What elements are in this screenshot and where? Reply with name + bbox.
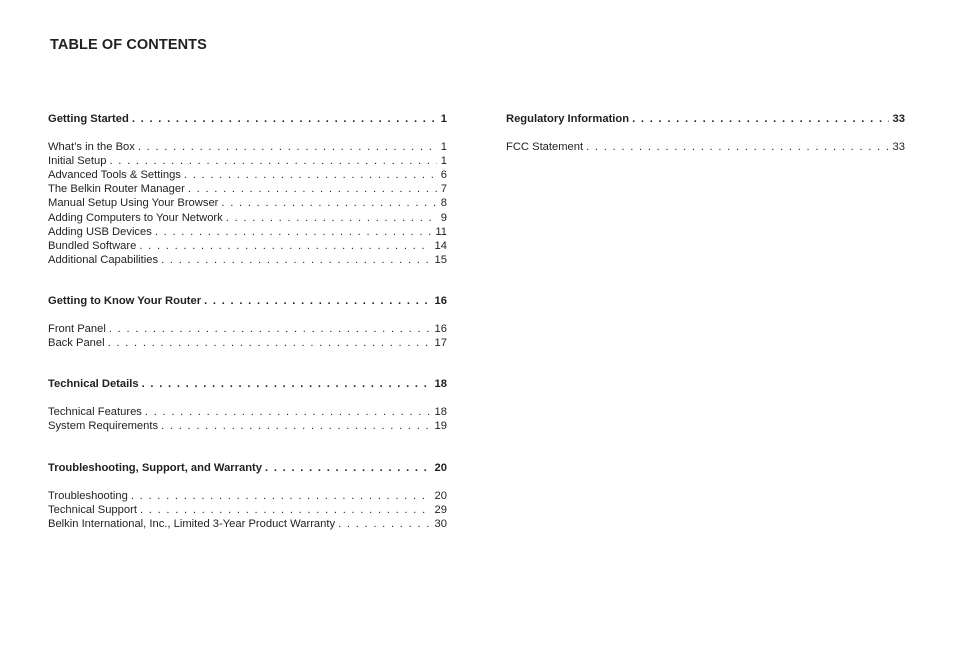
toc-entry[interactable] <box>48 489 447 503</box>
toc-entry-label: Front Panel <box>48 323 106 336</box>
toc-entry-page: 20 <box>434 489 447 502</box>
toc-entry-page: 7 <box>440 183 447 196</box>
dot-leader <box>226 211 437 225</box>
toc-entry[interactable] <box>48 225 447 239</box>
toc-entry-page: 1 <box>440 155 447 168</box>
toc-heading-label: Getting Started <box>48 113 129 125</box>
toc-entry[interactable] <box>48 140 447 154</box>
dot-leader <box>188 182 437 196</box>
dot-leader <box>109 154 436 168</box>
toc-heading-label: Troubleshooting, Support, and Warranty <box>48 461 263 474</box>
toc-entry-label: Manual Setup Using Your Browser <box>48 197 219 210</box>
toc-entry-label: Adding Computers to Your Network <box>48 211 223 224</box>
toc-entry-label: Belkin International, Inc., Limited 3-Year Product Warranty <box>48 517 336 530</box>
toc-entry[interactable] <box>48 196 447 210</box>
toc-section-technical-details <box>48 377 447 433</box>
toc-entry-label: Additional Capabilities <box>48 253 159 266</box>
dot-leader <box>265 461 431 475</box>
dot-leader <box>221 196 436 210</box>
toc-entry[interactable] <box>48 211 447 225</box>
toc-entry[interactable] <box>48 253 447 267</box>
toc-entry-label: Adding USB Devices <box>48 225 152 238</box>
toc-entry-page: 6 <box>440 169 447 182</box>
toc-entry-label: Advanced Tools & Settings <box>48 169 181 182</box>
toc-heading[interactable] <box>48 377 447 391</box>
toc-section-getting-started <box>48 112 447 267</box>
dot-leader <box>131 489 431 503</box>
toc-entry-label: Troubleshooting <box>48 489 128 502</box>
toc-entry-label: Bundled Software <box>48 239 137 252</box>
toc-entry-label: System Requirements <box>48 420 159 433</box>
toc-heading-page: 20 <box>434 461 447 474</box>
dot-leader <box>586 140 888 154</box>
dot-leader <box>142 377 431 391</box>
dot-leader <box>138 140 437 154</box>
page-title: TABLE OF CONTENTS <box>50 37 207 53</box>
toc-entry-label: Technical Features <box>48 406 142 419</box>
toc-entry-label: FCC Statement <box>506 141 584 154</box>
dot-leader <box>161 253 430 267</box>
toc-entry-page: 19 <box>434 420 447 433</box>
dot-leader <box>145 405 431 419</box>
toc-entry-label: Technical Support <box>48 503 137 516</box>
dot-leader <box>132 112 437 126</box>
toc-entry-page: 33 <box>892 141 905 154</box>
toc-entry-label: Initial Setup <box>48 155 107 168</box>
toc-entry[interactable] <box>48 517 447 531</box>
toc-entry-page: 30 <box>434 517 447 530</box>
dot-leader <box>108 336 431 350</box>
toc-left-column <box>48 112 447 558</box>
toc-entry-label: What’s in the Box <box>48 141 135 154</box>
toc-entry[interactable] <box>48 239 447 253</box>
toc-entry-label: The Belkin Router Manager <box>48 183 185 196</box>
toc-entry-page: 15 <box>434 253 447 266</box>
toc-entry-page: 17 <box>434 337 447 350</box>
toc-entry-page: 8 <box>440 197 447 210</box>
toc-entry[interactable] <box>48 154 447 168</box>
toc-entry[interactable] <box>48 322 447 336</box>
toc-section-regulatory-information <box>506 112 905 154</box>
dot-leader <box>338 517 430 531</box>
dot-leader <box>109 322 431 336</box>
dot-leader <box>632 112 888 126</box>
toc-heading-label: Getting to Know Your Router <box>48 294 202 307</box>
toc-heading-label: Regulatory Information <box>506 113 630 125</box>
toc-entry[interactable] <box>48 168 447 182</box>
toc-heading-page: 1 <box>440 113 447 125</box>
dot-leader <box>204 294 430 308</box>
toc-entry-page: 18 <box>434 406 447 419</box>
toc-entry[interactable] <box>48 336 447 350</box>
toc-entry-page: 1 <box>440 141 447 154</box>
toc-heading[interactable] <box>506 112 905 126</box>
dot-leader <box>161 419 430 433</box>
toc-right-column <box>506 112 905 181</box>
toc-entry-page: 14 <box>434 239 447 252</box>
dot-leader <box>155 225 432 239</box>
toc-section-getting-to-know-your-router <box>48 294 447 350</box>
toc-entry-page: 16 <box>434 323 447 336</box>
toc-heading-page: 33 <box>892 113 905 125</box>
toc-heading[interactable] <box>48 294 447 308</box>
toc-entry[interactable] <box>506 140 905 154</box>
toc-entry-label: Back Panel <box>48 337 105 350</box>
toc-heading-label: Technical Details <box>48 378 139 391</box>
toc-entry[interactable] <box>48 405 447 419</box>
toc-heading-page: 18 <box>434 378 447 391</box>
toc-section-troubleshooting <box>48 461 447 531</box>
toc-heading[interactable] <box>48 112 447 126</box>
toc-entry[interactable] <box>48 419 447 433</box>
dot-leader <box>184 168 437 182</box>
toc-entry[interactable] <box>48 503 447 517</box>
dot-leader <box>139 239 430 253</box>
toc-entry-page: 11 <box>435 225 447 238</box>
toc-heading[interactable] <box>48 461 447 475</box>
toc-heading-page: 16 <box>434 294 447 307</box>
toc-entry[interactable] <box>48 182 447 196</box>
dot-leader <box>140 503 431 517</box>
toc-entry-page: 9 <box>440 211 447 224</box>
toc-entry-page: 29 <box>434 503 447 516</box>
